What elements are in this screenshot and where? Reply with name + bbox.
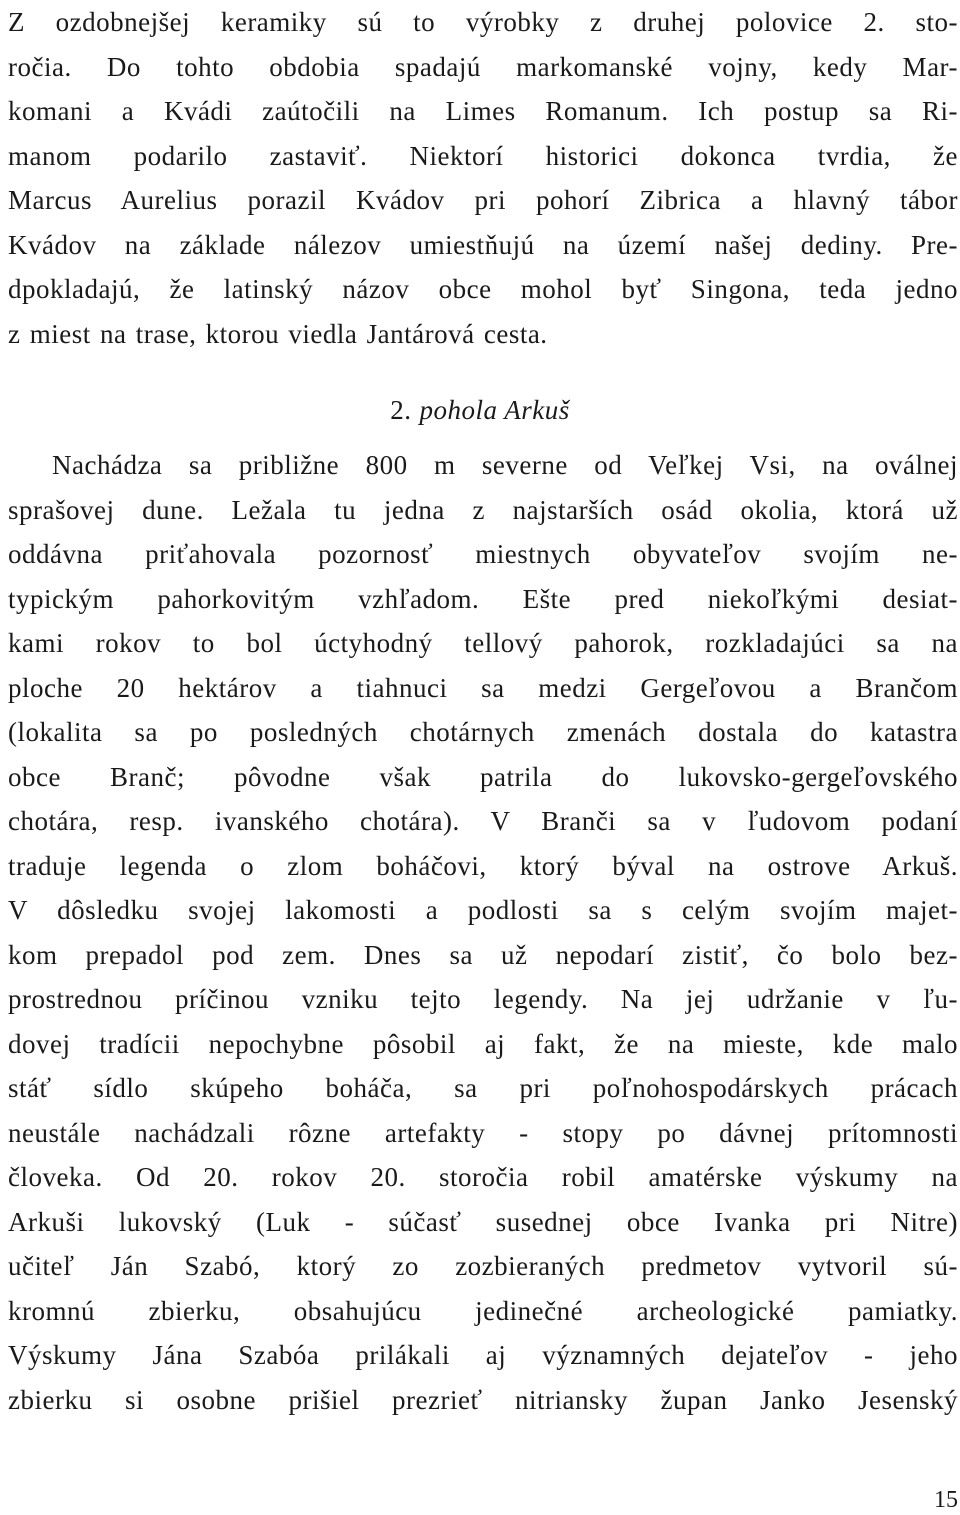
paragraph-line: obce Branč; pôvodne však patrila do lukovsko-gergeľovského [8,761,958,792]
paragraph-line: Z ozdobnejšej keramiky sú to výrobky z druhej polovice 2. sto- [8,7,958,37]
paragraph-line: ploche 20 hektárov a tiahnuci sa medzi Gergeľovou a Brančom [8,672,958,703]
page-number: 15 [934,1487,958,1513]
paragraph-line: Arkuši lukovský (Luk - súčasť susednej obce Ivanka pri Nitre) [8,1206,958,1237]
paragraph-line: typickým pahorkovitým vzhľadom. Ešte pred niekoľkými desiat- [8,583,958,614]
paragraph-line: ročia. Do tohto obdobia spadajú markomanské vojny, kedy Mar- [8,51,958,82]
paragraph-line: z miest na trase, ktorou viedla Jantárová cesta. [8,318,548,349]
paragraph-line: oddávna priťahovala pozornosť miestnych obyvateľov svojím ne- [8,539,958,569]
paragraph-line: stáť sídlo skúpeho boháča, sa pri poľnohospodárskych prácach [8,1073,958,1103]
paragraph-line: kom prepadol pod zem. Dnes sa už nepodarí zistiť, čo bolo bez- [8,939,958,970]
paragraph-line: V dôsledku svojej lakomosti a podlosti sa s celým svojím majet- [8,895,958,925]
paragraph-line: dovej tradícii nepochybne pôsobil aj fakt, že na mieste, kde malo [8,1028,958,1059]
paragraph-line: komani a Kvádi zaútočili na Limes Romanum. Ich postup sa Ri- [8,96,958,126]
section-heading [0,388,960,432]
paragraph-line: chotára, resp. ivanského chotára). V Branči sa v ľudovom podaní [8,806,958,836]
paragraph-line: Nachádza sa približne 800 m severne od Veľkej Vsi, na oválnej [52,450,958,480]
paragraph-line: sprašovej dune. Ležala tu jedna z najstarších osád okolia, ktorá už [8,494,958,525]
paragraph-line: traduje legenda o zlom boháčovi, ktorý býval na ostrove Arkuš. [8,850,958,881]
paragraph-line: neustále nachádzali rôzne artefakty - stopy po dávnej prítomnosti [8,1117,958,1148]
paragraph-line: Kvádov na základe nálezov umiestňujú na území našej dediny. Pre- [8,229,958,260]
paragraph-line: kami rokov to bol úctyhodný tellový pahorok, rozkladajúci sa na [8,628,958,658]
paragraph-line: učiteľ Ján Szabó, ktorý zo zozbieraných predmetov vytvoril sú- [8,1251,958,1281]
paragraph-line: Marcus Aurelius porazil Kvádov pri pohorí Zibrica a hlavný tábor [8,185,958,215]
paragraph-line: manom podarilo zastaviť. Niektorí historici dokonca tvrdia, že [8,140,958,171]
section-title: pohola Arkuš [419,395,570,425]
paragraph-line: Výskumy Jána Szabóa prilákali aj významných dejateľov - jeho [8,1340,958,1370]
paragraph-line: (lokalita sa po posledných chotárnych zmenách dostala do katastra [8,717,958,747]
paragraph-line: kromnú zbierku, obsahujúcu jedinečné archeologické pamiatky. [8,1295,958,1326]
paragraph-2 [8,443,958,1422]
section-number: 2. [390,395,412,425]
paragraph-line: zbierku si osobne prišiel prezrieť nitriansky župan Janko Jesenský [8,1384,958,1415]
paragraph-1 [8,0,958,356]
paragraph-line: prostrednou príčinou vzniku tejto legendy. Na jej udržanie v ľu- [8,984,958,1014]
paragraph-line: dpokladajú, že latinský názov obce mohol byť Singona, teda jedno [8,274,958,304]
paragraph-line: človeka. Od 20. rokov 20. storočia robil amatérske výskumy na [8,1162,958,1192]
